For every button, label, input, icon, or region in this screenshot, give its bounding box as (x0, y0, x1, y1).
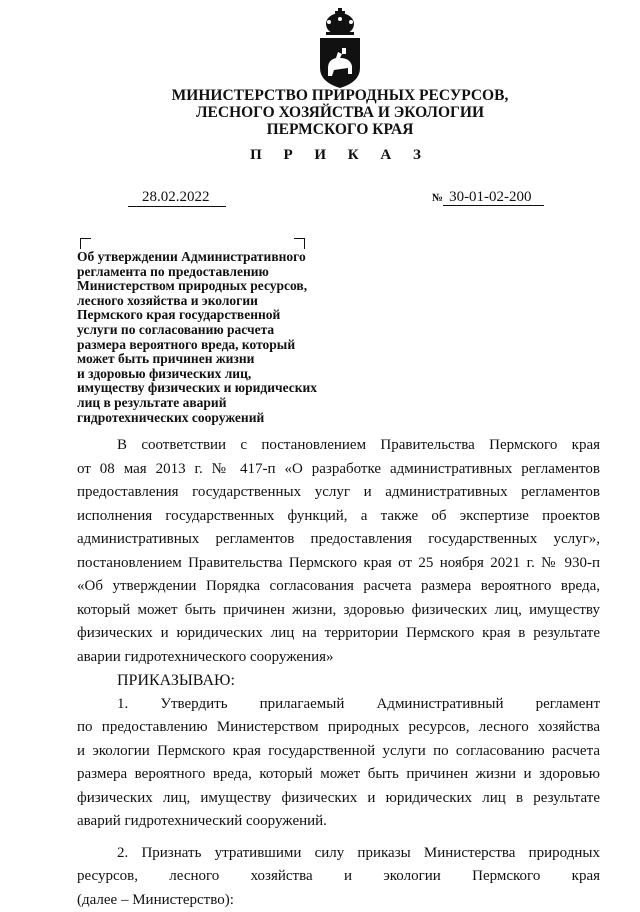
preamble-line: физических и юридических лиц на территории Пермского края в результате (77, 622, 600, 646)
subject-line: Пермского края государственной (77, 308, 377, 323)
subject-line: услуги по согласованию расчета (77, 323, 377, 338)
subject-line: лесного хозяйства и экологии (77, 294, 377, 309)
order-title: П Р И К А З (140, 147, 540, 164)
item1-line: по предоставлению Министерством природных ресурсов, лесного хозяйства (77, 716, 600, 740)
order-date: 28.02.2022 (128, 188, 226, 207)
subject-line: и здоровью физических лиц, (77, 367, 377, 382)
preamble-line: исполнения государственных функций, а также об экспертизе проектов (77, 505, 600, 529)
ministry-line: ПЕРМСКОГО КРАЯ (140, 121, 540, 138)
ministry-line: МИНИСТЕРСТВО ПРИРОДНЫХ РЕСУРСОВ, (140, 87, 540, 104)
number-sign: № (432, 192, 443, 204)
order-number-value: 30-01-02-200 (443, 189, 544, 206)
preamble-line: «Об утверждении Порядка согласования расчета размера вероятного вреда, (77, 575, 600, 599)
preamble-line: В соответствии с постановлением Правительства Пермского края (77, 434, 600, 458)
item1-line: аварий гидротехнический сооружений. (77, 810, 600, 834)
subject-line: размера вероятного вреда, который (77, 338, 377, 353)
item1-line: физических лиц, имуществу физических и юридических лиц в результате (77, 787, 600, 811)
subject-line: Министерством природных ресурсов, (77, 279, 377, 294)
subject-line: регламента по предоставлению (77, 265, 377, 280)
subject-line: Об утверждении Административного (77, 250, 377, 265)
preamble-line: от 08 мая 2013 г. № 417-п «О разработке административных регламентов (77, 458, 600, 482)
item1-line: размера вероятного вреда, который может быть причинен жизни и здоровью (77, 763, 600, 787)
subject-line: может быть причинен жизни (77, 352, 377, 367)
decree-word: ПРИКАЗЫВАЮ: (77, 669, 600, 693)
order-number (432, 188, 544, 207)
ministry-line: ЛЕСНОГО ХОЗЯЙСТВА И ЭКОЛОГИИ (140, 104, 540, 121)
item1-line: и экологии Пермского края государственной услуги по согласованию расчета (77, 740, 600, 764)
subject-line: имуществу физических и юридических (77, 381, 377, 396)
perm-krai-coat-of-arms-icon (318, 8, 362, 90)
preamble-line: предоставления государственных услуг и административных регламентов (77, 481, 600, 505)
preamble-line: аварии гидротехнического сооружения» (77, 646, 600, 670)
subject-line: лиц в результате аварий (77, 396, 377, 411)
ministry-name (140, 87, 540, 138)
preamble-line: который может быть причинен жизни, здоровью физических лиц, имуществу (77, 599, 600, 623)
subject-corner-left (80, 238, 91, 249)
order-body (77, 434, 600, 912)
item2-line: 2. Признать утратившими силу приказы Министерства природных (77, 842, 600, 866)
preamble-line: административных регламентов предоставления государственных услуг», (77, 528, 600, 552)
item2-line: ресурсов, лесного хозяйства и экологии Пермского края (77, 865, 600, 889)
item1-line: 1. Утвердить прилагаемый Административный регламент (77, 693, 600, 717)
item2-line: (далее – Министерство): (77, 889, 600, 912)
order-subject (77, 250, 377, 425)
preamble-line: постановлением Правительства Пермского края от 25 ноября 2021 г. № 930-п (77, 552, 600, 576)
subject-line: гидротехнических сооружений (77, 411, 377, 426)
subject-corner-right (294, 238, 305, 249)
